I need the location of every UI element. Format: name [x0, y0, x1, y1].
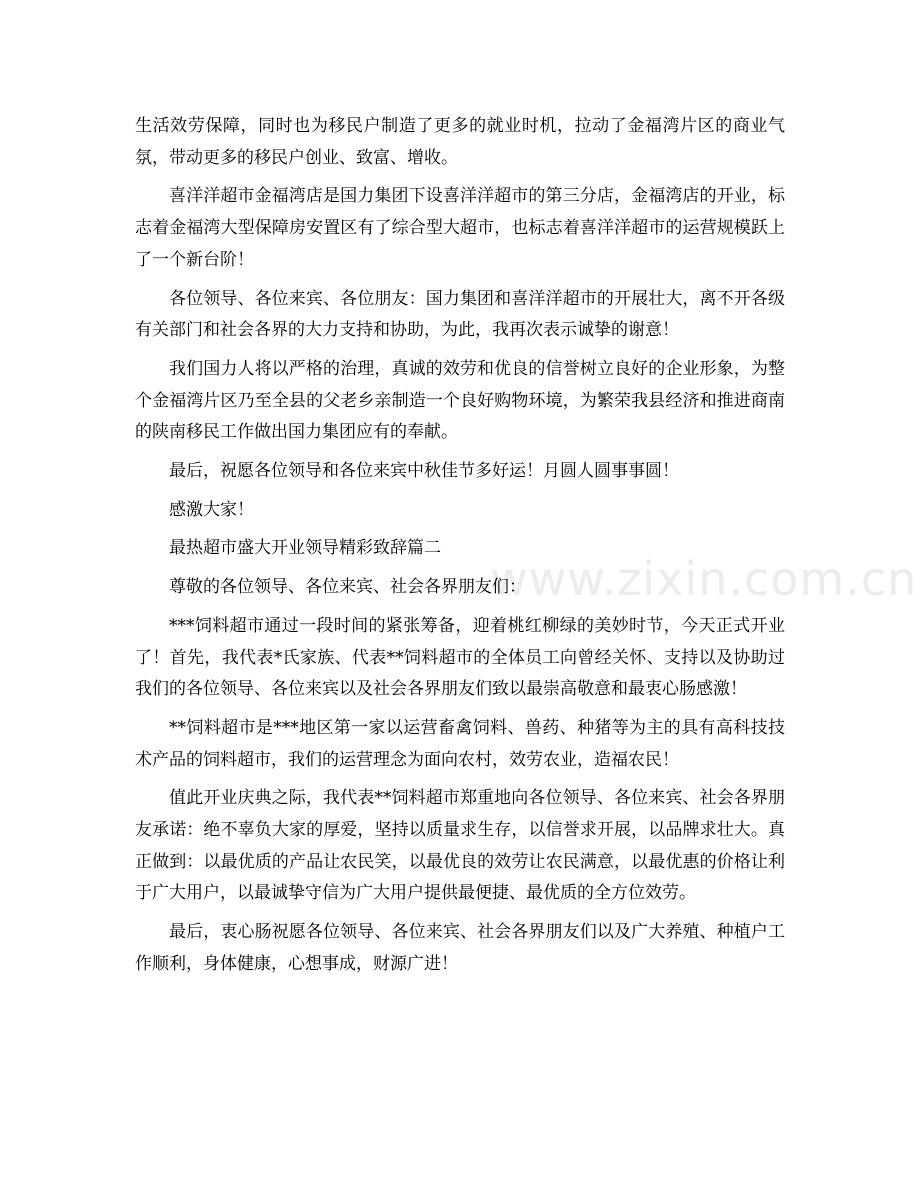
paragraph-closing: 最后，衷心肠祝愿各位领导、各位来宾、社会各界朋友们以及广大养殖、种植户工作顺利，身体健康，心想事成，财源广进！ [135, 922, 785, 974]
paragraph-continuation: 生活效劳保障，同时也为移民户制造了更多的就业时机，拉动了金福湾片区的商业气氛，带动更多的移民户创业、致富、增收。 [135, 116, 785, 168]
paragraph-promise: 值此开业庆典之际，我代表**饲料超市郑重地向各位领导、各位来宾、社会各界朋友承诺：绝不辜负大家的厚爱，坚持以质量求生存，以信誉求开展，以品牌求壮大。真正做到：以最优质的产品让农民笑，以最优良的效劳让农民满意，以最优惠的价格让利于广大用户，以最诚挚守信为广大用户提供最便捷、最优质的全方位效劳。 [135, 788, 785, 904]
paragraph-commitment: 我们国力人将以严格的治理，真诚的效劳和优良的信誉树立良好的企业形象，为整个金福湾片区乃至全县的父老乡亲制造一个良好购物环境，为繁荣我县经济和推进商南的陕南移民工作做出国力集团应有的奉献。 [135, 358, 785, 443]
paragraph-store-intro: **饲料超市是***地区第一家以运营畜禽饲料、兽药、种猪等为主的具有高科技技术产品的饲料超市，我们的运营理念为面向农村，效劳农业，造福农民！ [135, 717, 785, 770]
paragraph-gratitude: 感激大家！ [169, 499, 254, 520]
salutation: 尊敬的各位领导、各位来宾、社会各界朋友们： [169, 577, 526, 598]
paragraph-thanks: 各位领导、各位来宾、各位朋友：国力集团和喜洋洋超市的开展壮大，离不开各级有关部门和社会各界的大力支持和协助，为此，我再次表示诚挚的谢意！ [135, 288, 785, 341]
paragraph-opening-announcement: ***饲料超市通过一段时间的紧张筹备，迎着桃红柳绿的美妙时节，今天正式开业了！首先，我代表*氏家族、代表**饲料超市的全体员工向曾经关怀、支持以及协助过我们的各位领导、各位来宾以及社会各界朋友们致以最崇高敬意和最衷心肠感激！ [135, 615, 785, 700]
paragraph-store-opening: 喜洋洋超市金福湾店是国力集团下设喜洋洋超市的第三分店，金福湾店的开业，标志着金福湾大型保障房安置区有了综合型大超市，也标志着喜洋洋超市的运营规模跃上了一个新台阶！ [135, 186, 785, 270]
document-body [135, 111, 785, 988]
paragraph-blessing: 最后，祝愿各位领导和各位来宾中秋佳节多好运！月圆人圆事事圆！ [169, 461, 679, 482]
section-title: 最热超市盛大开业领导精彩致辞篇二 [169, 538, 441, 559]
watermark: www.zixin.com.cn [490, 552, 918, 606]
